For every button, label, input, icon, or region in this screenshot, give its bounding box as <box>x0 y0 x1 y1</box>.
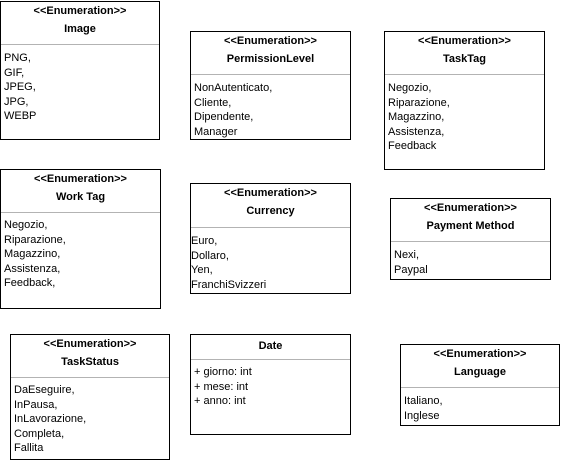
stereotype-label: <<Enumeration>> <box>43 338 137 350</box>
literal-list <box>404 394 557 423</box>
literal: Manager <box>194 125 238 138</box>
literal: Feedback, <box>4 277 56 289</box>
class-name: Image <box>64 23 96 35</box>
stereotype-label: <<Enumeration>> <box>433 348 527 360</box>
literal: WEBP <box>4 110 37 122</box>
class-name: TaskStatus <box>61 356 119 368</box>
literal: Fallita <box>14 442 44 454</box>
class-name: PermissionLevel <box>226 53 315 65</box>
literal: Nexi, <box>394 249 420 261</box>
literal-list <box>191 234 348 292</box>
literal: InPausa, <box>14 398 58 411</box>
enum-permission-level[interactable] <box>190 31 351 140</box>
literal: Feedback <box>388 140 437 152</box>
stereotype-label: <<Enumeration>> <box>424 202 517 214</box>
enum-task-status[interactable] <box>10 334 170 460</box>
attribute: + giorno: int <box>194 366 252 378</box>
literal: InLavorazione, <box>14 413 87 425</box>
attribute: + mese: int <box>194 380 249 393</box>
separator <box>401 387 559 388</box>
class-date[interactable] <box>190 334 351 435</box>
separator <box>391 241 550 242</box>
separator <box>11 377 169 378</box>
separator <box>191 227 350 228</box>
literal: Negozio, <box>4 219 48 231</box>
literal: Dipendente, <box>194 111 254 123</box>
literal: Completa, <box>14 427 65 440</box>
literal: Dollaro, <box>191 249 229 262</box>
literal: JPEG, <box>4 81 36 93</box>
literal: Inglese <box>404 409 440 422</box>
enum-currency[interactable] <box>190 183 351 294</box>
separator <box>191 74 350 75</box>
class-name: Currency <box>246 205 295 217</box>
enum-language[interactable] <box>400 344 560 426</box>
separator <box>191 359 350 360</box>
class-name: Work Tag <box>55 191 106 203</box>
literal: Italiano, <box>404 395 443 407</box>
literal: JPG, <box>4 95 29 108</box>
stereotype-label: <<Enumeration>> <box>224 187 317 199</box>
literal: Riparazione, <box>388 96 450 109</box>
stereotype-label: <<Enumeration>> <box>224 35 317 47</box>
enum-work-tag[interactable] <box>0 169 161 309</box>
attribute-list <box>194 365 348 409</box>
class-name: TaskTag <box>443 53 486 65</box>
enum-image[interactable] <box>0 1 160 140</box>
separator <box>1 212 160 213</box>
literal: Paypal <box>394 263 428 276</box>
literal: PNG, <box>4 52 31 64</box>
class-name: Language <box>454 366 506 378</box>
literal: DaEseguire, <box>14 384 75 396</box>
literal-list <box>194 81 348 139</box>
literal: Assistenza, <box>388 125 445 138</box>
literal: Riparazione, <box>4 233 66 246</box>
literal: FranchiSvizzeri <box>191 278 267 291</box>
stereotype-label: <<Enumeration>> <box>418 35 511 47</box>
literal-list <box>4 218 158 291</box>
literal-list <box>14 383 167 456</box>
enum-task-tag[interactable] <box>384 31 545 170</box>
literal-list <box>388 81 542 154</box>
literal: Magazzino, <box>4 248 61 260</box>
separator <box>1 44 159 45</box>
literal: GIF, <box>4 66 25 79</box>
literal: Negozio, <box>388 82 432 94</box>
attribute: + anno: int <box>194 395 246 407</box>
literal: Cliente, <box>194 96 232 109</box>
literal-list <box>394 248 548 277</box>
literal: Euro, <box>191 235 218 247</box>
stereotype-label: <<Enumeration>> <box>33 5 127 17</box>
stereotype-label: <<Enumeration>> <box>34 173 127 185</box>
literal: Assistenza, <box>4 262 61 275</box>
literal: Magazzino, <box>388 111 445 123</box>
literal-list <box>4 51 157 124</box>
class-name: Date <box>258 340 283 352</box>
separator <box>385 74 544 75</box>
literal: Yen, <box>191 264 213 276</box>
class-name: Payment Method <box>426 220 515 232</box>
enum-payment-method[interactable] <box>390 198 551 280</box>
literal: NonAutenticato, <box>194 82 273 94</box>
